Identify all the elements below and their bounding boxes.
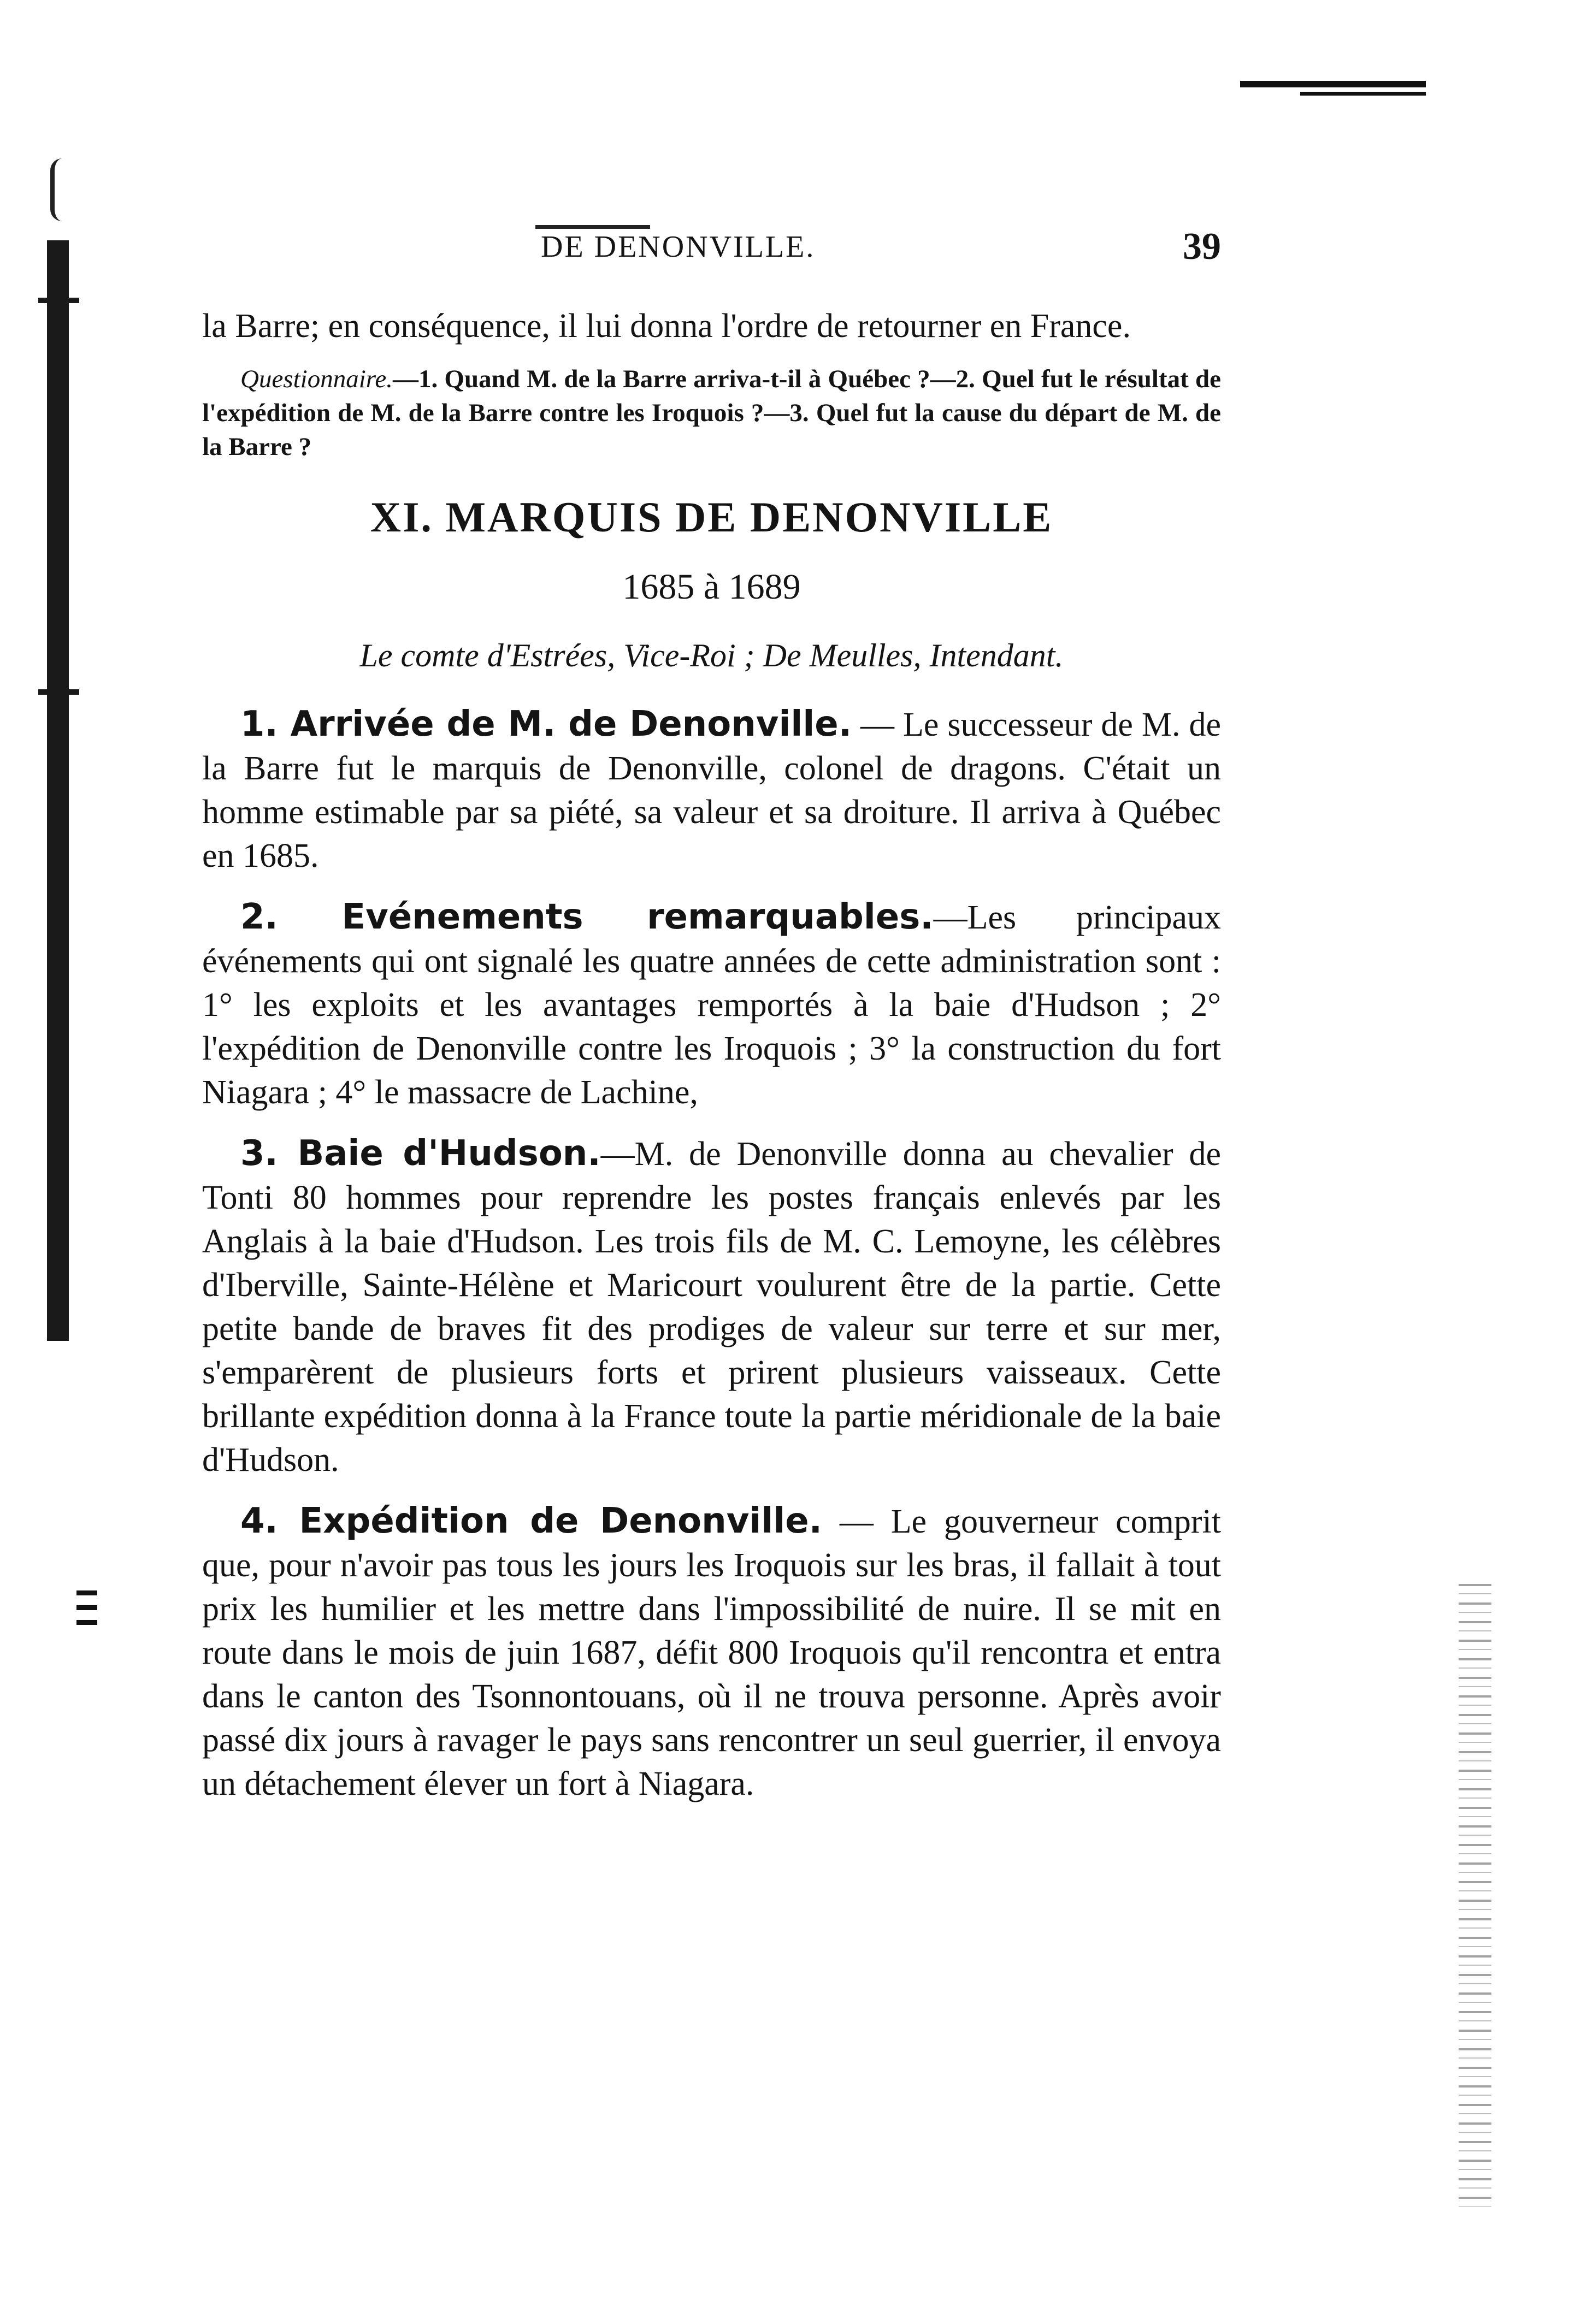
section-heading: 4. Expédition de Denonville. [240,1501,822,1541]
section-text: — Le gouverneur comprit que, pour n'avoir pas tous les jours les Iroquois sur les bras, il fallait à tout prix les humilier et les mettre dans l'impossibilité de nuire. Il se mit en route dans le mois de juin 1687, défit 800 Iroquois qu'il rencontra et entra dans le canton des Tsonnontouans, où il ne trouva personne. Après avoir passé dix jours à ravager le pays sans rencontrer un seul guerrier, il envoya un détachement élever un fort à Niagara. [202,1503,1221,1802]
scan-artifact-left-bar [47,240,69,1341]
scan-artifact-tick [38,689,79,695]
section-evenements [202,895,1221,1114]
page-number: 39 [1183,226,1221,268]
running-head [202,226,1221,270]
book-page [202,226,1221,1806]
scan-artifact-right-noise [1459,1584,1491,2207]
questionnaire-text: —1. Quand M. de la Barre arriva-t-il à Québec ?—2. Quel fut le résultat de l'expédition de M. de la Barre contre les Iroquois ?—3. Quel fut la cause du départ de M. de la Barre ? [202,365,1221,461]
scan-artifact-left-marks [76,1590,97,1635]
scan-artifact-tick [38,298,79,303]
questionnaire-label: Questionnaire. [240,365,393,393]
section-heading: 2. Evénements remarquables. [240,897,934,937]
scan-artifact-hook [50,158,62,221]
chapter-dates: 1685 à 1689 [622,567,801,607]
section-arrivee [202,702,1221,878]
questionnaire [202,362,1221,464]
chapter-officials: Le comte d'Estrées, Vice-Roi ; De Meulles, Intendant. [359,637,1064,673]
running-title: DE DENONVILLE. [541,230,816,264]
scan-artifact-top-rule [1240,81,1426,87]
section-text: —M. de Denonville donna au chevalier de Tonti 80 hommes pour reprendre les postes français enlevés par les Anglais à la baie d'Hudson. Les trois fils de M. C. Lemoyne, les célèbres d'Iberville, Sainte-Hélène et Maricourt voulurent être de la partie. Cette petite bande de braves fit des prodiges de valeur sur terre et sur mer, s'emparèrent de plusieurs forts et prirent plusieurs vaisseaux. Cette brillante expédition donna à la France toute la partie méridionale de la baie d'Hudson. [202,1136,1221,1479]
chapter-title: XI. MARQUIS DE DENONVILLE [370,493,1053,541]
section-expedition [202,1499,1221,1806]
section-text: —Les principaux événements qui ont signalé les quatre années de cette administration sont : 1° les exploits et les avantages remportés à la baie d'Hudson ; 2° l'expédition de Denonville contre les Iroquois ; 3° la construction du fort Niagara ; 4° le massacre de Lachine, [202,899,1221,1111]
section-baie-hudson [202,1132,1221,1482]
section-heading: 3. Baie d'Hudson. [240,1133,601,1174]
continuation-paragraph: la Barre; en conséquence, il lui donna l'ordre de retourner en France. [202,307,1131,345]
section-heading: 1. Arrivée de M. de Denonville. [240,704,852,744]
section-text: — Le successeur de M. de la Barre fut le marquis de Denonville, colonel de dragons. C'était un homme estimable par sa piété, sa valeur et sa droiture. Il arriva à Québec en 1685. [202,706,1221,874]
scan-artifact-top-rule [1300,92,1426,96]
